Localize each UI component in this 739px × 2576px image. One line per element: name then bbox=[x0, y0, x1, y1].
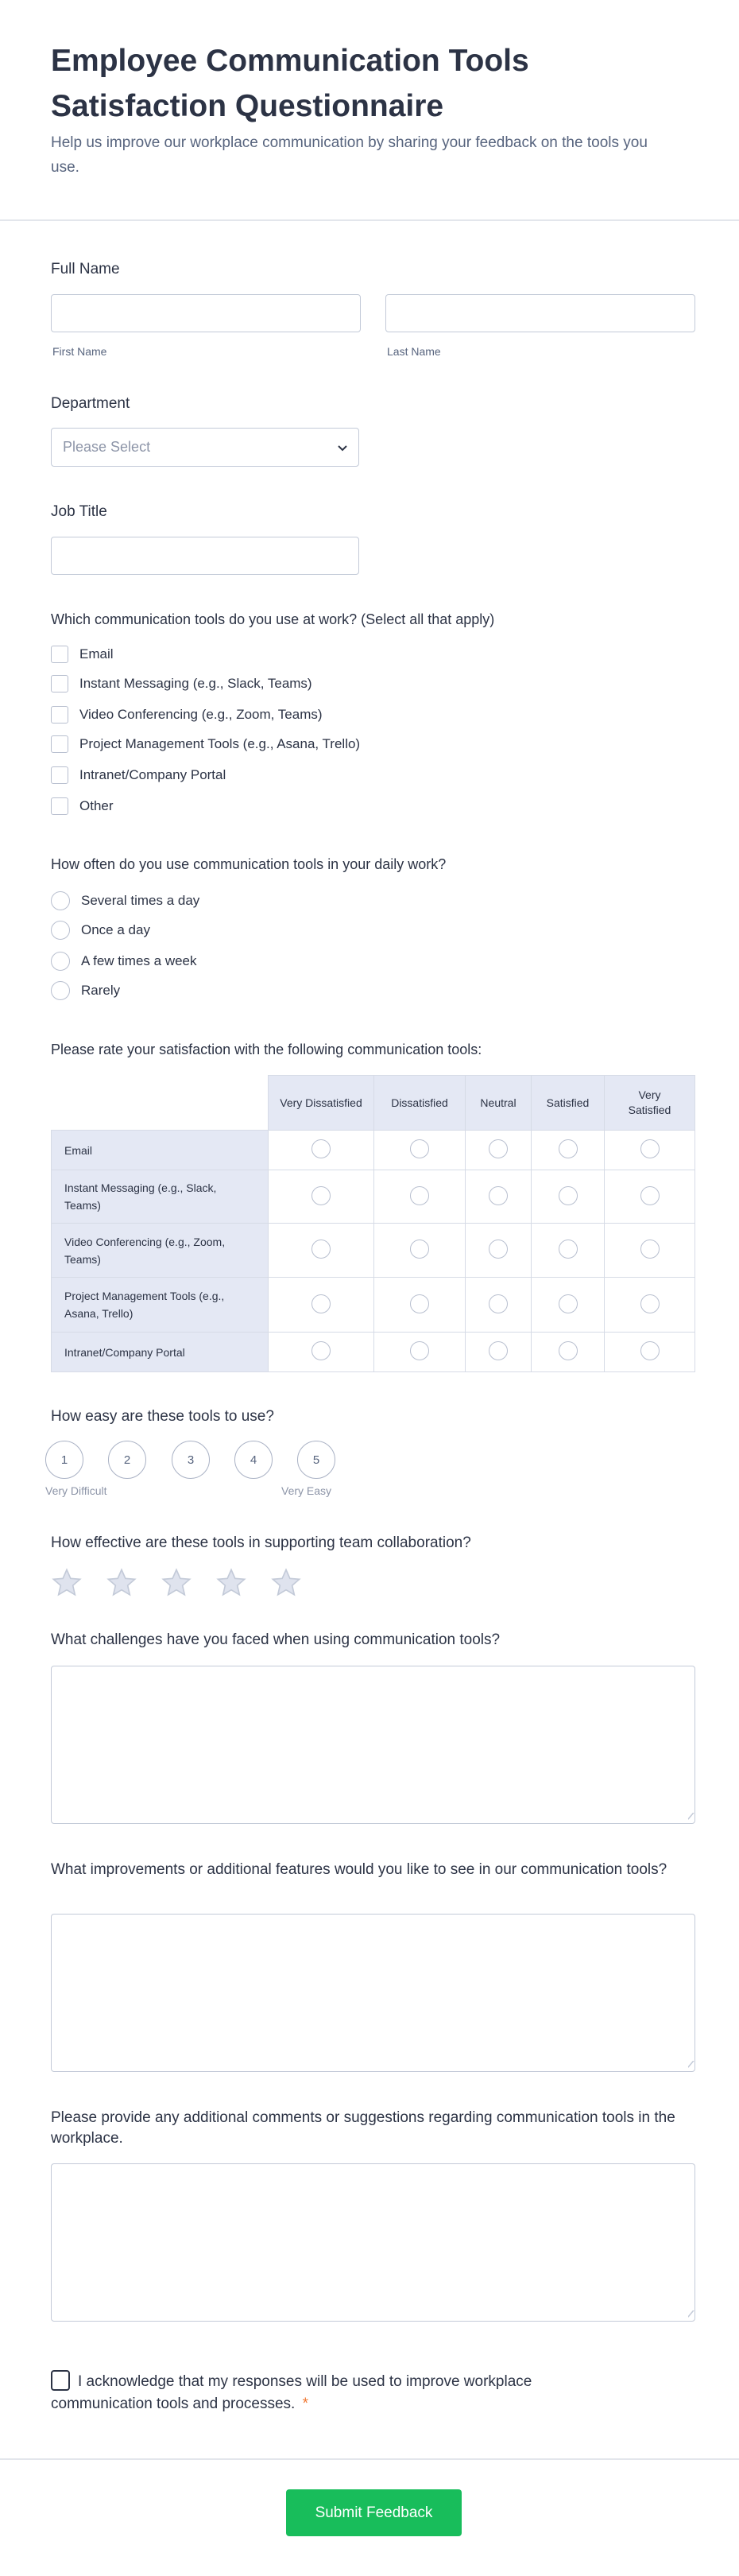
acknowledge-label: I acknowledge that my responses will be used to improve workplace communication tools and processes. bbox=[51, 2373, 532, 2412]
job-title-label: Job Title bbox=[51, 503, 107, 520]
matrix-row-label: Email bbox=[52, 1131, 269, 1170]
radio[interactable] bbox=[559, 1186, 578, 1205]
radio[interactable] bbox=[410, 1240, 429, 1259]
page-title: Employee Communication Tools Satisfaction Questionnaire bbox=[51, 44, 529, 123]
checkbox[interactable] bbox=[51, 735, 68, 753]
matrix-row bbox=[52, 1224, 695, 1278]
radio[interactable] bbox=[489, 1139, 508, 1158]
effectiveness-question: How effective are these tools in supporting team collaboration? bbox=[51, 1534, 471, 1551]
radio[interactable] bbox=[489, 1294, 508, 1313]
scale-option-3[interactable]: 3 bbox=[172, 1441, 210, 1479]
radio[interactable] bbox=[51, 891, 70, 910]
submit-button[interactable]: Submit Feedback bbox=[286, 2489, 462, 2536]
matrix-corner bbox=[52, 1076, 269, 1131]
first-name-sublabel: First Name bbox=[52, 345, 107, 358]
improvements-textarea[interactable] bbox=[51, 1914, 695, 2072]
matrix-col-header: Very Dissatisfied bbox=[269, 1076, 374, 1131]
radio[interactable] bbox=[640, 1294, 660, 1313]
radio[interactable] bbox=[410, 1294, 429, 1313]
first-name-input[interactable] bbox=[51, 294, 361, 332]
star-icon[interactable] bbox=[161, 1567, 192, 1599]
tool-option[interactable] bbox=[51, 734, 360, 755]
radio[interactable] bbox=[489, 1341, 508, 1360]
radio[interactable] bbox=[410, 1186, 429, 1205]
challenges-textarea[interactable] bbox=[51, 1666, 695, 1824]
comments-textarea[interactable] bbox=[51, 2163, 695, 2322]
star-icon[interactable] bbox=[106, 1567, 137, 1599]
checkbox[interactable] bbox=[51, 797, 68, 815]
matrix-row-label: Video Conferencing (e.g., Zoom, Teams) bbox=[52, 1224, 269, 1278]
option-label: Other bbox=[79, 798, 114, 813]
tool-option[interactable] bbox=[51, 765, 226, 786]
option-label: Email bbox=[79, 646, 114, 661]
matrix-row bbox=[52, 1278, 695, 1333]
radio[interactable] bbox=[410, 1341, 429, 1360]
matrix-row-label: Project Management Tools (e.g., Asana, Trello) bbox=[52, 1278, 269, 1333]
tool-option[interactable] bbox=[51, 673, 312, 694]
radio[interactable] bbox=[559, 1294, 578, 1313]
option-label: Once a day bbox=[81, 922, 150, 937]
page-subtitle: Help us improve our workplace communication by sharing your feedback on the tools you use. bbox=[51, 134, 648, 176]
star-icon[interactable] bbox=[215, 1567, 247, 1599]
ease-question: How easy are these tools to use? bbox=[51, 1408, 274, 1425]
department-label: Department bbox=[51, 395, 130, 412]
challenges-question: What challenges have you faced when using communication tools? bbox=[51, 1631, 501, 1648]
radio[interactable] bbox=[311, 1139, 331, 1158]
header-divider bbox=[0, 219, 739, 221]
frequency-option[interactable] bbox=[51, 951, 197, 972]
option-label: Intranet/Company Portal bbox=[79, 767, 226, 782]
full-name-label: Full Name bbox=[51, 261, 120, 277]
checkbox[interactable] bbox=[51, 706, 68, 724]
department-placeholder: Please Select bbox=[63, 439, 151, 455]
matrix-row-label: Instant Messaging (e.g., Slack, Teams) bbox=[52, 1170, 269, 1224]
radio[interactable] bbox=[640, 1341, 660, 1360]
radio[interactable] bbox=[559, 1240, 578, 1259]
radio[interactable] bbox=[51, 921, 70, 940]
scale-min-label: Very Difficult bbox=[45, 1484, 107, 1497]
resize-handle-icon[interactable] bbox=[681, 2061, 695, 2068]
option-label: A few times a week bbox=[81, 953, 197, 968]
tool-option[interactable] bbox=[51, 644, 114, 665]
required-asterisk: * bbox=[302, 2396, 309, 2412]
scale-option-2[interactable]: 2 bbox=[108, 1441, 146, 1479]
option-label: Video Conferencing (e.g., Zoom, Teams) bbox=[79, 707, 323, 722]
matrix-row bbox=[52, 1131, 695, 1170]
frequency-option[interactable] bbox=[51, 920, 150, 941]
tool-option[interactable] bbox=[51, 796, 114, 817]
department-select[interactable] bbox=[51, 428, 359, 467]
matrix-row bbox=[52, 1333, 695, 1372]
comments-question: Please provide any additional comments or suggestions regarding communication tools in the workplace. bbox=[51, 2109, 675, 2147]
radio[interactable] bbox=[559, 1341, 578, 1360]
star-icon[interactable] bbox=[51, 1567, 83, 1599]
improvements-question: What improvements or additional features would you like to see in our communication tools? bbox=[51, 1861, 667, 1878]
radio[interactable] bbox=[51, 981, 70, 1000]
scale-max-label: Very Easy bbox=[281, 1484, 332, 1497]
frequency-option[interactable] bbox=[51, 980, 120, 1001]
job-title-input[interactable] bbox=[51, 537, 359, 575]
footer-divider bbox=[0, 2458, 739, 2460]
matrix-col-header: Dissatisfied bbox=[374, 1076, 466, 1131]
radio[interactable] bbox=[489, 1186, 508, 1205]
matrix-question: Please rate your satisfaction with the following communication tools: bbox=[51, 1042, 482, 1057]
matrix-row-label: Intranet/Company Portal bbox=[52, 1333, 269, 1372]
scale-option-5[interactable]: 5 bbox=[297, 1441, 335, 1479]
radio[interactable] bbox=[311, 1341, 331, 1360]
chevron-down-icon bbox=[338, 439, 347, 456]
radio[interactable] bbox=[311, 1240, 331, 1259]
acknowledge-field bbox=[51, 2370, 607, 2415]
checkbox[interactable] bbox=[51, 646, 68, 663]
radio[interactable] bbox=[559, 1139, 578, 1158]
matrix-col-header: Satisfied bbox=[532, 1076, 605, 1131]
matrix-row bbox=[52, 1170, 695, 1224]
radio[interactable] bbox=[410, 1139, 429, 1158]
last-name-sublabel: Last Name bbox=[387, 345, 441, 358]
checkbox[interactable] bbox=[51, 766, 68, 784]
radio[interactable] bbox=[640, 1240, 660, 1259]
checkbox[interactable] bbox=[51, 675, 68, 692]
radio[interactable] bbox=[311, 1186, 331, 1205]
frequency-question: How often do you use communication tools in your daily work? bbox=[51, 856, 447, 872]
matrix-col-header: Very Satisfied bbox=[605, 1076, 695, 1131]
resize-handle-icon[interactable] bbox=[681, 2310, 695, 2318]
acknowledge-checkbox[interactable] bbox=[51, 2370, 70, 2391]
radio[interactable] bbox=[311, 1294, 331, 1313]
matrix-col-header: Neutral bbox=[466, 1076, 532, 1131]
satisfaction-matrix bbox=[51, 1075, 695, 1372]
tool-option[interactable] bbox=[51, 704, 323, 725]
last-name-input[interactable] bbox=[385, 294, 695, 332]
scale-option-1[interactable]: 1 bbox=[45, 1441, 83, 1479]
scale-option-4[interactable]: 4 bbox=[234, 1441, 273, 1479]
tools-question: Which communication tools do you use at work? (Select all that apply) bbox=[51, 611, 495, 627]
radio[interactable] bbox=[640, 1186, 660, 1205]
radio[interactable] bbox=[640, 1139, 660, 1158]
frequency-option[interactable] bbox=[51, 890, 199, 911]
option-label: Instant Messaging (e.g., Slack, Teams) bbox=[79, 676, 312, 691]
radio[interactable] bbox=[489, 1240, 508, 1259]
option-label: Several times a day bbox=[81, 893, 200, 908]
option-label: Rarely bbox=[81, 983, 121, 998]
option-label: Project Management Tools (e.g., Asana, Trello) bbox=[79, 736, 361, 751]
resize-handle-icon[interactable] bbox=[681, 1813, 695, 1820]
star-icon[interactable] bbox=[270, 1567, 302, 1599]
radio[interactable] bbox=[51, 952, 70, 971]
